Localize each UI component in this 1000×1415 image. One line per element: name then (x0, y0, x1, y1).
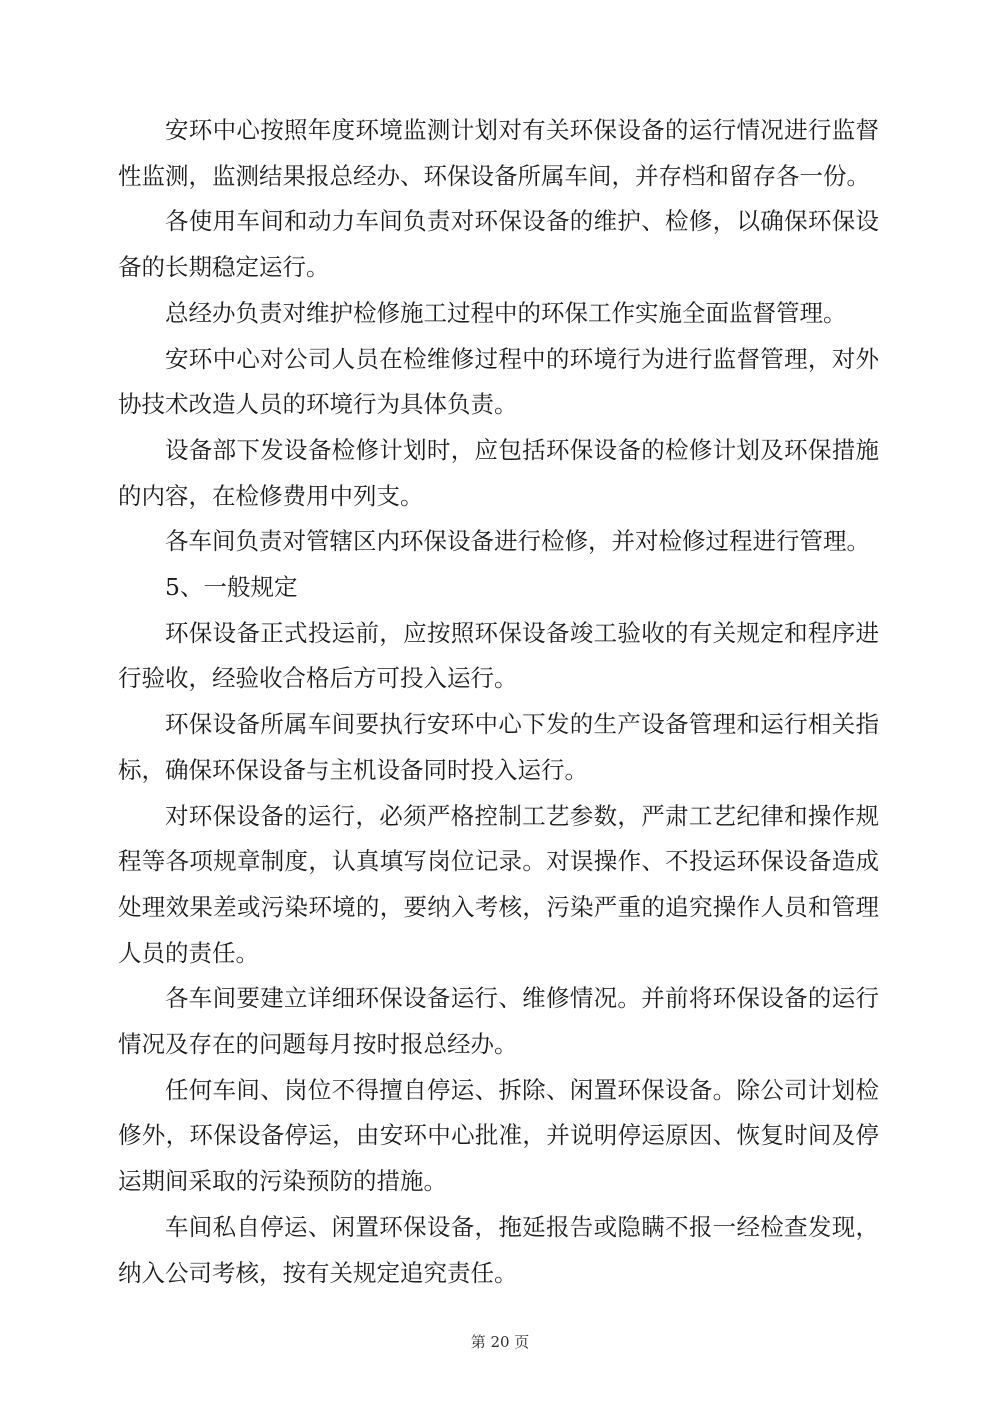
paragraph: 环保设备所属车间要执行安环中心下发的生产设备管理和运行相关指标，确保环保设备与主机设备同时投入运行。 (118, 710, 879, 784)
paragraph: 车间私自停运、闲置环保设备，拖延报告或隐瞒不报一经检查发现，纳入公司考核，按有关规定追究责任。 (118, 1212, 879, 1287)
paragraph: 总经办负责对维护检修施工过程中的环保工作实施全面监督管理。 (165, 298, 847, 327)
paragraph: 各车间负责对管辖区内环保设备进行检修，并对检修过程进行管理。 (165, 527, 870, 556)
page-footer (0, 1331, 1000, 1353)
paragraph: 各车间要建立详细环保设备运行、维修情况。并前将环保设备的运行情况及存在的问题每月按时报总经办。 (118, 984, 879, 1059)
paragraph: 各使用车间和动力车间负责对环保设备的维护、检修，以确保环保设备的长期稳定运行。 (118, 207, 879, 282)
page-number: 第 20 页 (470, 1333, 530, 1351)
paragraph: 环保设备正式投运前，应按照环保设备竣工验收的有关规定和程序进行验收，经验收合格后方可投入运行。 (118, 618, 879, 693)
paragraph: 设备部下发设备检修计划时，应包括环保设备的检修计划及环保措施的内容，在检修费用中列支。 (118, 435, 879, 510)
paragraph: 安环中心按照年度环境监测计划对有关环保设备的运行情况进行监督性监测，监测结果报总经办、环保设备所属车间，并存档和留存各一份。 (118, 116, 879, 190)
section-heading: 5、一般规定 (165, 573, 298, 602)
paragraph: 安环中心对公司人员在检维修过程中的环境行为进行监督管理，对外协技术改造人员的环境行为具体负责。 (118, 344, 879, 419)
document-body (118, 108, 879, 1296)
paragraph: 对环保设备的运行，必须严格控制工艺参数，严肃工艺纪律和操作规程等各项规章制度，认真填写岗位记录。对误操作、不投运环保设备造成处理效果差或污染环境的，要纳入考核，污染严重的追究操作人员和管理人员的责任。 (118, 801, 879, 967)
paragraph: 任何车间、岗位不得擅自停运、拆除、闲置环保设备。除公司计划检修外，环保设备停运，由安环中心批准，并说明停运原因、恢复时间及停运期间采取的污染预防的措施。 (118, 1075, 879, 1196)
